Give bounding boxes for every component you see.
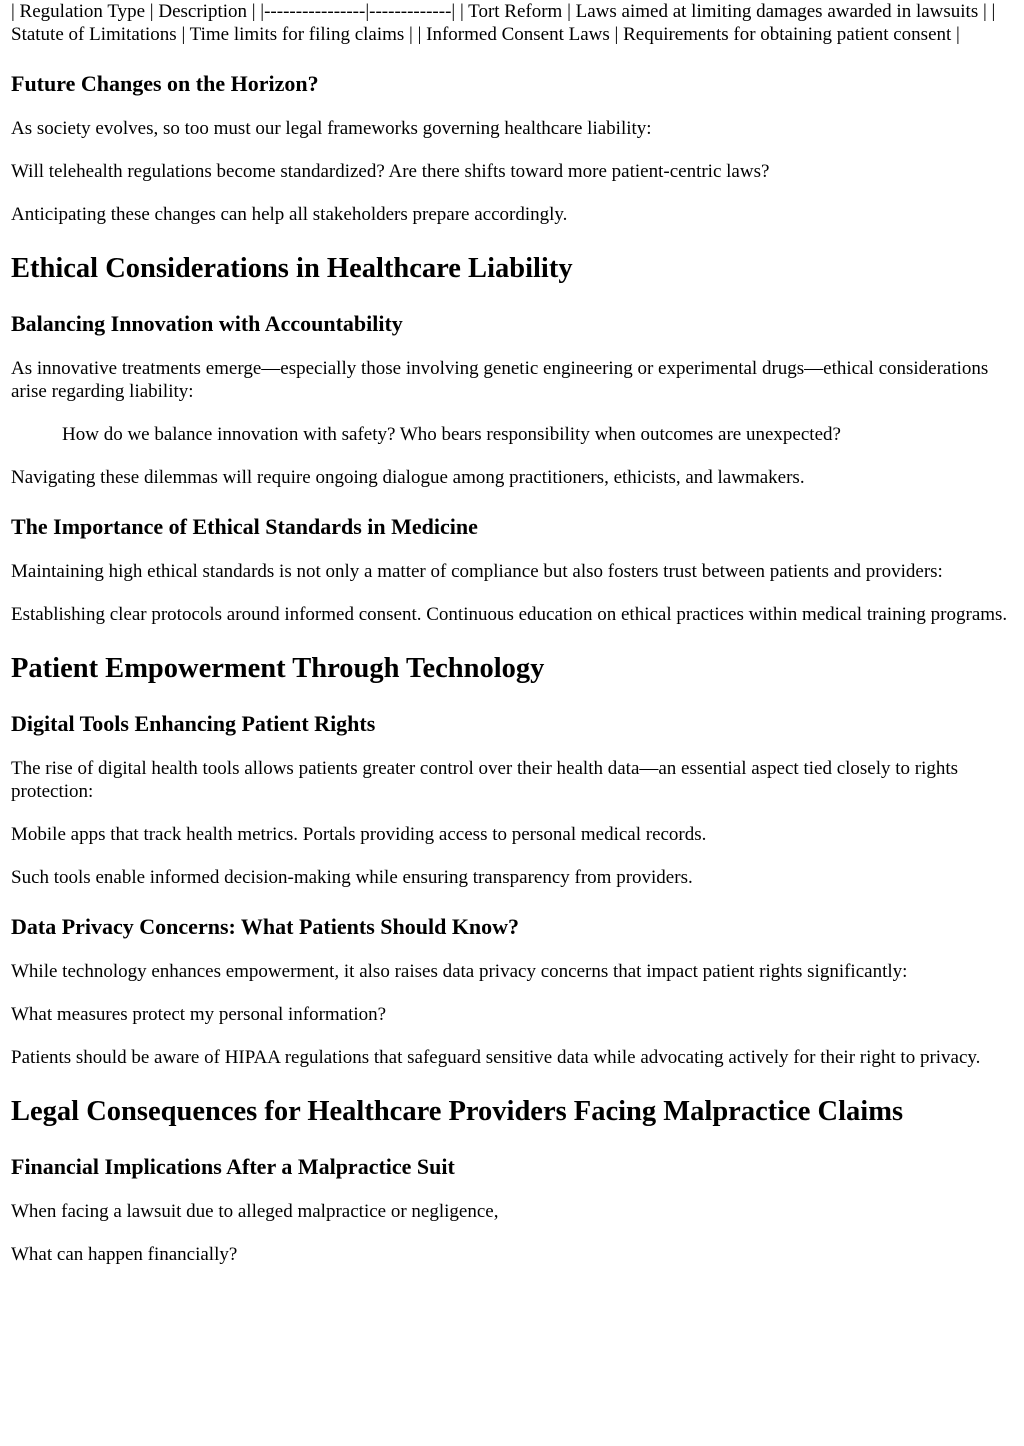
financial-paragraph-1: When facing a lawsuit due to alleged malpractice or negligence,: [11, 1201, 499, 1222]
patient-empowerment-heading: Patient Empowerment Through Technology: [11, 653, 545, 684]
digital-tools-heading: Digital Tools Enhancing Patient Rights: [11, 711, 376, 736]
balancing-paragraph-1: As innovative treatments emerge—especially those involving genetic engineering or experimental drugs—ethical considerations arise regarding liability:: [11, 358, 989, 402]
ethical-standards-heading: The Importance of Ethical Standards in Medicine: [11, 514, 478, 539]
standards-paragraph-1: Maintaining high ethical standards is not only a matter of compliance but also fosters trust between patients and providers:: [11, 561, 943, 582]
balancing-quote: How do we balance innovation with safety? Who bears responsibility when outcomes are unexpected?: [62, 424, 841, 445]
legal-consequences-heading: Legal Consequences for Healthcare Providers Facing Malpractice Claims: [11, 1096, 904, 1127]
future-paragraph-1: As society evolves, so too must our legal frameworks governing healthcare liability:: [11, 118, 652, 139]
data-privacy-heading: Data Privacy Concerns: What Patients Should Know?: [11, 914, 520, 939]
standards-paragraph-2: Establishing clear protocols around informed consent. Continuous education on ethical practices within medical training programs.: [11, 604, 1008, 625]
privacy-paragraph-3: Patients should be aware of HIPAA regulations that safeguard sensitive data while advocating actively for their right to privacy.: [11, 1047, 981, 1068]
balancing-innovation-heading: Balancing Innovation with Accountability: [11, 311, 403, 336]
future-paragraph-3: Anticipating these changes can help all stakeholders prepare accordingly.: [11, 204, 568, 225]
regulation-table-text: | Regulation Type | Description | |----------------|-------------| | Tort Reform | Laws aimed at limiting damages awarded in lawsuits | | Statute of Limitations | Time limits for filing claims | | Informed Consent Laws | Requirements for obtaining patient consent |: [11, 1, 996, 45]
balancing-paragraph-2: Navigating these dilemmas will require ongoing dialogue among practitioners, ethicists, and lawmakers.: [11, 467, 805, 488]
digital-paragraph-1: The rise of digital health tools allows patients greater control over their health data—an essential aspect tied closely to rights protection:: [11, 758, 959, 802]
privacy-paragraph-2: What measures protect my personal information?: [11, 1004, 387, 1025]
financial-implications-heading: Financial Implications After a Malpractice Suit: [11, 1154, 455, 1179]
financial-paragraph-2: What can happen financially?: [11, 1244, 238, 1265]
future-changes-heading: Future Changes on the Horizon?: [11, 71, 319, 96]
digital-paragraph-2: Mobile apps that track health metrics. Portals providing access to personal medical records.: [11, 824, 707, 845]
privacy-paragraph-1: While technology enhances empowerment, it also raises data privacy concerns that impact patient rights significantly:: [11, 961, 908, 982]
digital-paragraph-3: Such tools enable informed decision-making while ensuring transparency from providers.: [11, 867, 693, 888]
future-paragraph-2: Will telehealth regulations become standardized? Are there shifts toward more patient-centric laws?: [11, 161, 770, 182]
ethical-considerations-heading: Ethical Considerations in Healthcare Liability: [11, 253, 573, 284]
